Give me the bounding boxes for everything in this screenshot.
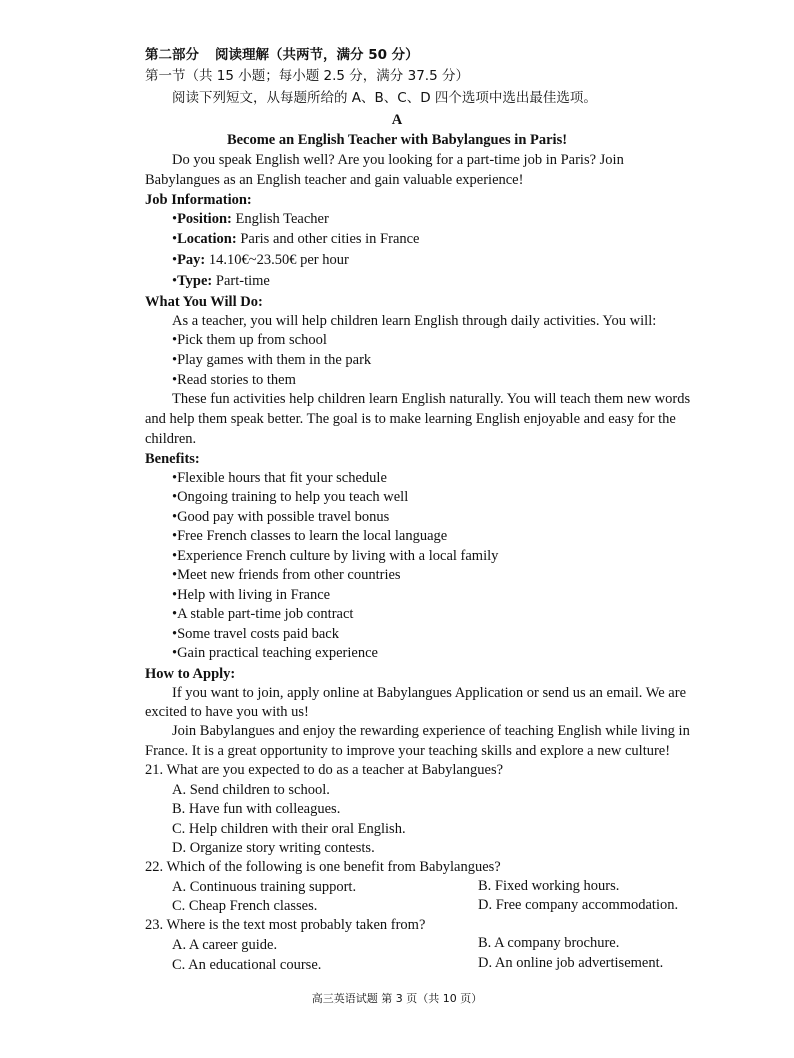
question-stem: 23. Where is the text most probably taken from? xyxy=(145,917,426,933)
closing-paragraph-line: Join Babylangues and enjoy the rewarding experience of teaching English while living in xyxy=(172,723,690,739)
job-info-heading: Job Information: xyxy=(145,192,252,208)
answer-option: C. Help children with their oral English. xyxy=(172,821,406,837)
benefit-item: • Help with living in France xyxy=(172,586,330,604)
answer-option: C. An educational course. xyxy=(172,957,322,973)
question-stem: 21. What are you expected to do as a teacher at Babylangues? xyxy=(145,762,504,778)
duties-intro: As a teacher, you will help children learn English through daily activities. You will: xyxy=(172,313,657,329)
section-title: 第一节（共 15 小题；每小题 2.5 分，满分 37.5 分） xyxy=(145,68,469,84)
apply-heading: How to Apply: xyxy=(145,666,236,682)
benefit-item: • Experience French culture by living with a local family xyxy=(172,547,498,565)
answer-option: D. Free company accommodation. xyxy=(478,897,679,913)
answer-option: A. A career guide. xyxy=(172,937,278,953)
job-info-item: • Pay: 14.10€~23.50€ per hour xyxy=(172,251,349,269)
answer-option: A. Send children to school. xyxy=(172,782,330,798)
job-info-item: • Position: English Teacher xyxy=(172,210,329,228)
job-info-item: • Location: Paris and other cities in France xyxy=(172,230,420,248)
duty-item: • Read stories to them xyxy=(172,371,296,389)
answer-option: D. An online job advertisement. xyxy=(478,955,664,971)
passage-title: Become an English Teacher with Babylangues in Paris! xyxy=(226,132,568,148)
instruction: 阅读下列短文，从每题所给的 A、B、C、D 四个选项中选出最佳选项。 xyxy=(172,90,597,106)
question-stem: 22. Which of the following is one benefit from Babylangues? xyxy=(145,859,501,875)
answer-option: D. Organize story writing contests. xyxy=(172,840,375,856)
benefit-item: • Flexible hours that fit your schedule xyxy=(172,469,387,487)
duties-paragraph-line: These fun activities help children learn English naturally. You will teach them new words xyxy=(172,391,691,407)
duties-paragraph-line: and help them speak better. The goal is to make learning English enjoyable and easy for the xyxy=(145,411,676,427)
benefit-item: • Meet new friends from other countries xyxy=(172,566,401,584)
answer-option: B. Have fun with colleagues. xyxy=(172,801,341,817)
benefit-item: • Ongoing training to help you teach well xyxy=(172,488,408,506)
duty-item: • Play games with them in the park xyxy=(172,351,371,369)
intro-line: Do you speak English well? Are you looking for a part-time job in Paris? Join xyxy=(172,152,624,168)
apply-paragraph-line: If you want to join, apply online at Babylangues Application or send us an email. We are xyxy=(172,685,686,701)
closing-paragraph-line: France. It is a great opportunity to improve your teaching skills and explore a new culture! xyxy=(145,743,671,759)
answer-option: A. Continuous training support. xyxy=(172,879,357,895)
benefits-heading: Benefits: xyxy=(145,451,200,467)
part-title: 阅读理解（共两节，满分 50 分） xyxy=(215,47,419,63)
answer-option: C. Cheap French classes. xyxy=(172,898,318,914)
benefit-item: • Good pay with possible travel bonus xyxy=(172,508,389,526)
part-label: 第二部分 xyxy=(145,47,199,63)
benefit-item: • Gain practical teaching experience xyxy=(172,644,378,662)
page-footer: 高三英语试题 第 3 页（共 10 页） xyxy=(311,992,483,1005)
passage-letter: A xyxy=(391,112,403,128)
apply-paragraph-line: excited to have you with us! xyxy=(145,704,309,720)
benefit-item: • Free French classes to learn the local language xyxy=(172,527,447,545)
job-info-item: • Type: Part-time xyxy=(172,272,270,290)
intro-line: Babylangues as an English teacher and gain valuable experience! xyxy=(145,172,524,188)
benefit-item: • Some travel costs paid back xyxy=(172,625,339,643)
duty-item: • Pick them up from school xyxy=(172,331,327,349)
answer-option: B. A company brochure. xyxy=(478,935,620,951)
benefit-item: • A stable part-time job contract xyxy=(172,605,353,623)
duties-paragraph-line: children. xyxy=(145,431,197,447)
duties-heading: What You Will Do: xyxy=(145,294,263,310)
answer-option: B. Fixed working hours. xyxy=(478,878,620,894)
